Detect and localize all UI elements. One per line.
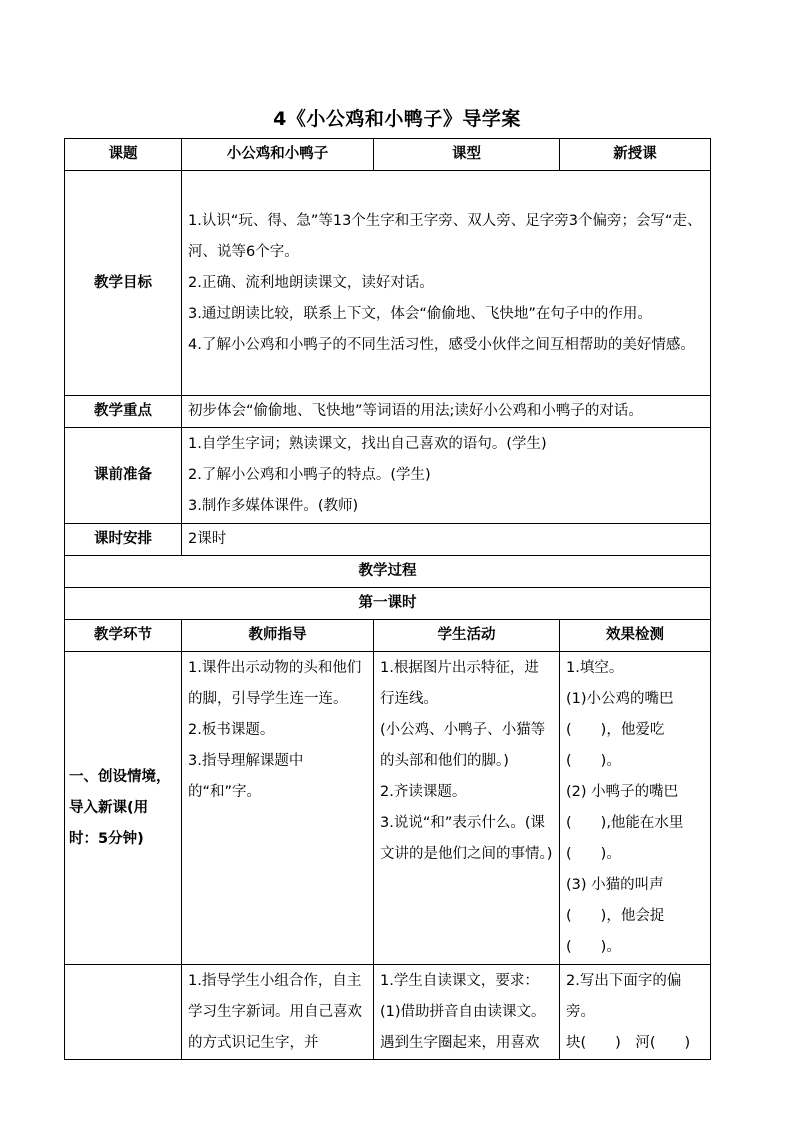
column-header-stage: 教学环节 xyxy=(65,620,182,652)
student-item: (小公鸡、小鸭子、小猫等的头部和他们的脚。) xyxy=(380,722,546,769)
goal-item: 3.通过朗读比较，联系上下文，体会“偷偷地、飞快地”在句子中的作用。 xyxy=(188,305,652,322)
check-item: (1)小公鸡的嘴巴 xyxy=(566,691,674,707)
column-header-check: 效果检测 xyxy=(560,620,711,652)
key-points-content: 初步体会“偷偷地、飞快地”等词语的用法;读好小公鸡和小鸭子的对话。 xyxy=(182,396,711,428)
prep-label: 课前准备 xyxy=(65,428,182,524)
schedule-label: 课时安排 xyxy=(65,524,182,556)
student-item: 1.学生自读课文，要求： xyxy=(380,973,539,989)
column-header-teacher: 教师指导 xyxy=(182,620,374,652)
check-item: ( )，他会捉 xyxy=(566,908,665,924)
section2-row xyxy=(65,965,711,1060)
prep-row xyxy=(65,428,711,524)
schedule-content: 2课时 xyxy=(182,524,711,556)
check-item: ( )，他爱吃 xyxy=(566,722,665,738)
process-title-row xyxy=(65,556,711,588)
section2-teacher: 1.指导学生小组合作，自主学习生字新词。用自己喜欢的方式识记生字，并 xyxy=(182,965,374,1060)
check-item: (3) 小猫的叫声 xyxy=(566,877,664,893)
column-header-row xyxy=(65,620,711,652)
section1-stage: 一、创设情境，导入新课(用时：5分钟) xyxy=(65,652,182,965)
check-item: (2) 小鸭子的嘴巴 xyxy=(566,784,679,800)
check-item: 2.写出下面字的偏旁。 xyxy=(566,973,682,1020)
column-header-student: 学生活动 xyxy=(374,620,560,652)
teacher-item: 1.课件出示动物的头和他们的脚，引导学生连一连。 xyxy=(188,660,362,707)
section2-check xyxy=(560,965,711,1060)
section1-teacher xyxy=(182,652,374,965)
check-item: ( )。 xyxy=(566,939,621,955)
teacher-item: 2.板书课题。 xyxy=(188,722,275,738)
student-item: 3.说说“和”表示什么。(课文讲的是他们之间的事情。) xyxy=(380,815,553,862)
schedule-row xyxy=(65,524,711,556)
student-item: 2.齐读课题。 xyxy=(380,784,467,800)
key-points-label: 教学重点 xyxy=(65,396,182,428)
teacher-item: 3.指导理解课题中的“和”字。 xyxy=(188,753,304,800)
lesson-title-row xyxy=(65,588,711,620)
header-type-value: 新授课 xyxy=(560,139,711,171)
check-item: ( ),他能在水里 xyxy=(566,815,684,831)
goal-item: 1.认识“玩、得、急”等13个生字和王字旁、双人旁、足字旁3个偏旁；会写“走、河、说等6个字。 xyxy=(188,212,702,260)
header-topic-value: 小公鸡和小鸭子 xyxy=(182,139,374,171)
student-item: (1)借助拼音自由读课文。遇到生字圈起来，用喜欢 xyxy=(380,1004,546,1051)
key-points-row xyxy=(65,396,711,428)
lesson-plan-table xyxy=(64,138,711,1060)
header-type-label: 课型 xyxy=(374,139,560,171)
section1-row xyxy=(65,652,711,965)
header-row xyxy=(65,139,711,171)
goals-content xyxy=(182,171,711,396)
goals-label: 教学目标 xyxy=(65,171,182,396)
goals-row xyxy=(65,171,711,396)
section2-student xyxy=(374,965,560,1060)
prep-item: 3.制作多媒体课件。(教师) xyxy=(188,498,359,514)
header-topic-label: 课题 xyxy=(65,139,182,171)
check-item: ( )。 xyxy=(566,753,621,769)
prep-item: 1.自学生字词；熟读课文，找出自己喜欢的语句。(学生) xyxy=(188,436,547,452)
check-item: ( )。 xyxy=(566,846,621,862)
goal-item: 2.正确、流利地朗读课文，读好对话。 xyxy=(188,274,434,291)
check-item: 1.填空。 xyxy=(566,660,624,676)
process-title: 教学过程 xyxy=(65,556,711,588)
student-item: 1.根据图片出示特征，进行连线。 xyxy=(380,660,539,707)
section2-stage xyxy=(65,965,182,1060)
document-title: 4《小公鸡和小鸭子》导学案 xyxy=(273,108,521,130)
section1-student xyxy=(374,652,560,965)
section1-check xyxy=(560,652,711,965)
prep-item: 2.了解小公鸡和小鸭子的特点。(学生) xyxy=(188,467,431,483)
check-item: 块( ) 河( ) xyxy=(566,1035,691,1051)
goal-item: 4.了解小公鸡和小鸭子的不同生活习性，感受小伙伴之间互相帮助的美好情感。 xyxy=(188,336,695,353)
lesson-title: 第一课时 xyxy=(65,588,711,620)
prep-content xyxy=(182,428,711,524)
